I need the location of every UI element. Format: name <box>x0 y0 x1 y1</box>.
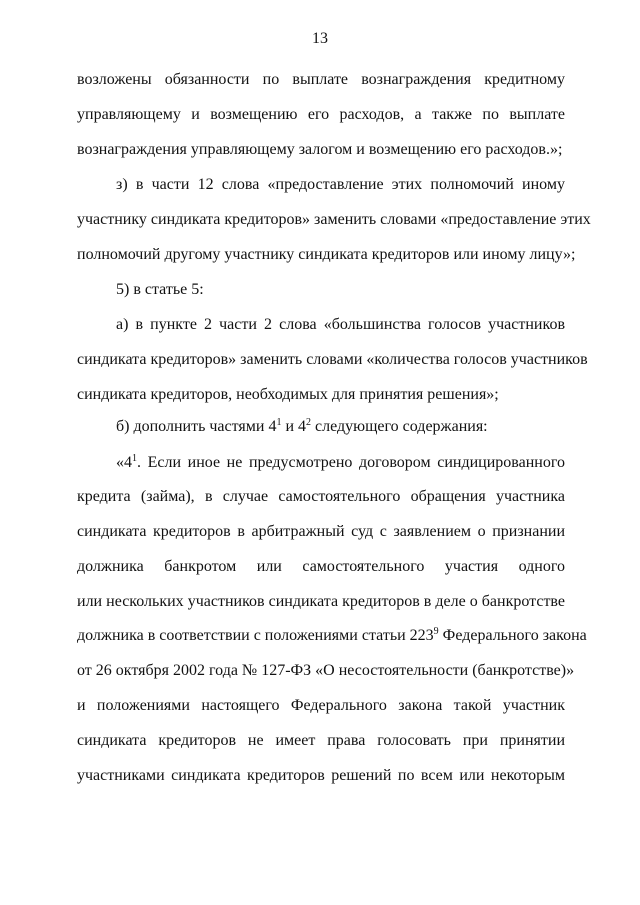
text-line: участниками синдиката кредиторов решений по всем или некоторым <box>77 767 565 784</box>
text-line: управляющему и возмещению его расходов, а также по выплате <box>77 106 565 123</box>
text-line: участнику синдиката кредиторов» заменить словами «предоставление этих <box>77 211 591 228</box>
text-fragment: и 4 <box>281 418 306 435</box>
text-line: или нескольких участников синдиката кредиторов в деле о банкротстве <box>77 593 565 610</box>
superscript: 1 <box>276 417 282 428</box>
superscript: 1 <box>132 453 137 464</box>
text-line: синдиката кредиторов, необходимых для принятия решения»; <box>77 386 499 403</box>
text-line: и положениями настоящего Федерального закона такой участник <box>77 697 565 714</box>
superscript: 9 <box>433 626 439 637</box>
text-line: синдиката кредиторов не имеет права голосовать при принятии <box>77 732 565 749</box>
text-line: полномочий другому участнику синдиката кредиторов или иному лицу»; <box>77 246 576 263</box>
text-fragment: должника в соответствии с положениями статьи 223 <box>77 627 434 644</box>
text-fragment: Федерального закона <box>438 627 587 644</box>
text-fragment: «4 <box>116 454 132 471</box>
text-line: а) в пункте 2 части 2 слова «большинства голосов участников <box>116 316 565 333</box>
text-line: возложены обязанности по выплате вознаграждения кредитному <box>77 71 565 88</box>
text-fragment: б) дополнить частями 4 <box>116 418 277 435</box>
page-number: 13 <box>312 30 328 47</box>
text-line: должника банкротом или самостоятельного участия одного <box>77 558 565 575</box>
superscript: 2 <box>306 417 311 428</box>
text-line: синдиката кредиторов» заменить словами «количества голосов участников <box>77 351 588 368</box>
text-fragment: следующего содержания: <box>311 418 488 435</box>
text-line <box>116 453 565 473</box>
text-line: синдиката кредиторов в арбитражный суд с заявлением о признании <box>77 523 565 540</box>
text-line: вознаграждения управляющему залогом и возмещению его расходов.»; <box>77 141 563 158</box>
text-line: кредита (займа), в случае самостоятельного обращения участника <box>77 488 565 505</box>
text-line: 5) в статье 5: <box>116 281 204 298</box>
text-line <box>116 417 565 437</box>
text-line: от 26 октября 2002 года № 127-ФЗ «О несостоятельности (банкротстве)» <box>77 662 575 679</box>
text-line <box>77 626 587 646</box>
text-line: з) в части 12 слова «предоставление этих полномочий иному <box>116 176 565 193</box>
text-fragment: . Если иное не предусмотрено договором синдицированного <box>137 454 565 471</box>
